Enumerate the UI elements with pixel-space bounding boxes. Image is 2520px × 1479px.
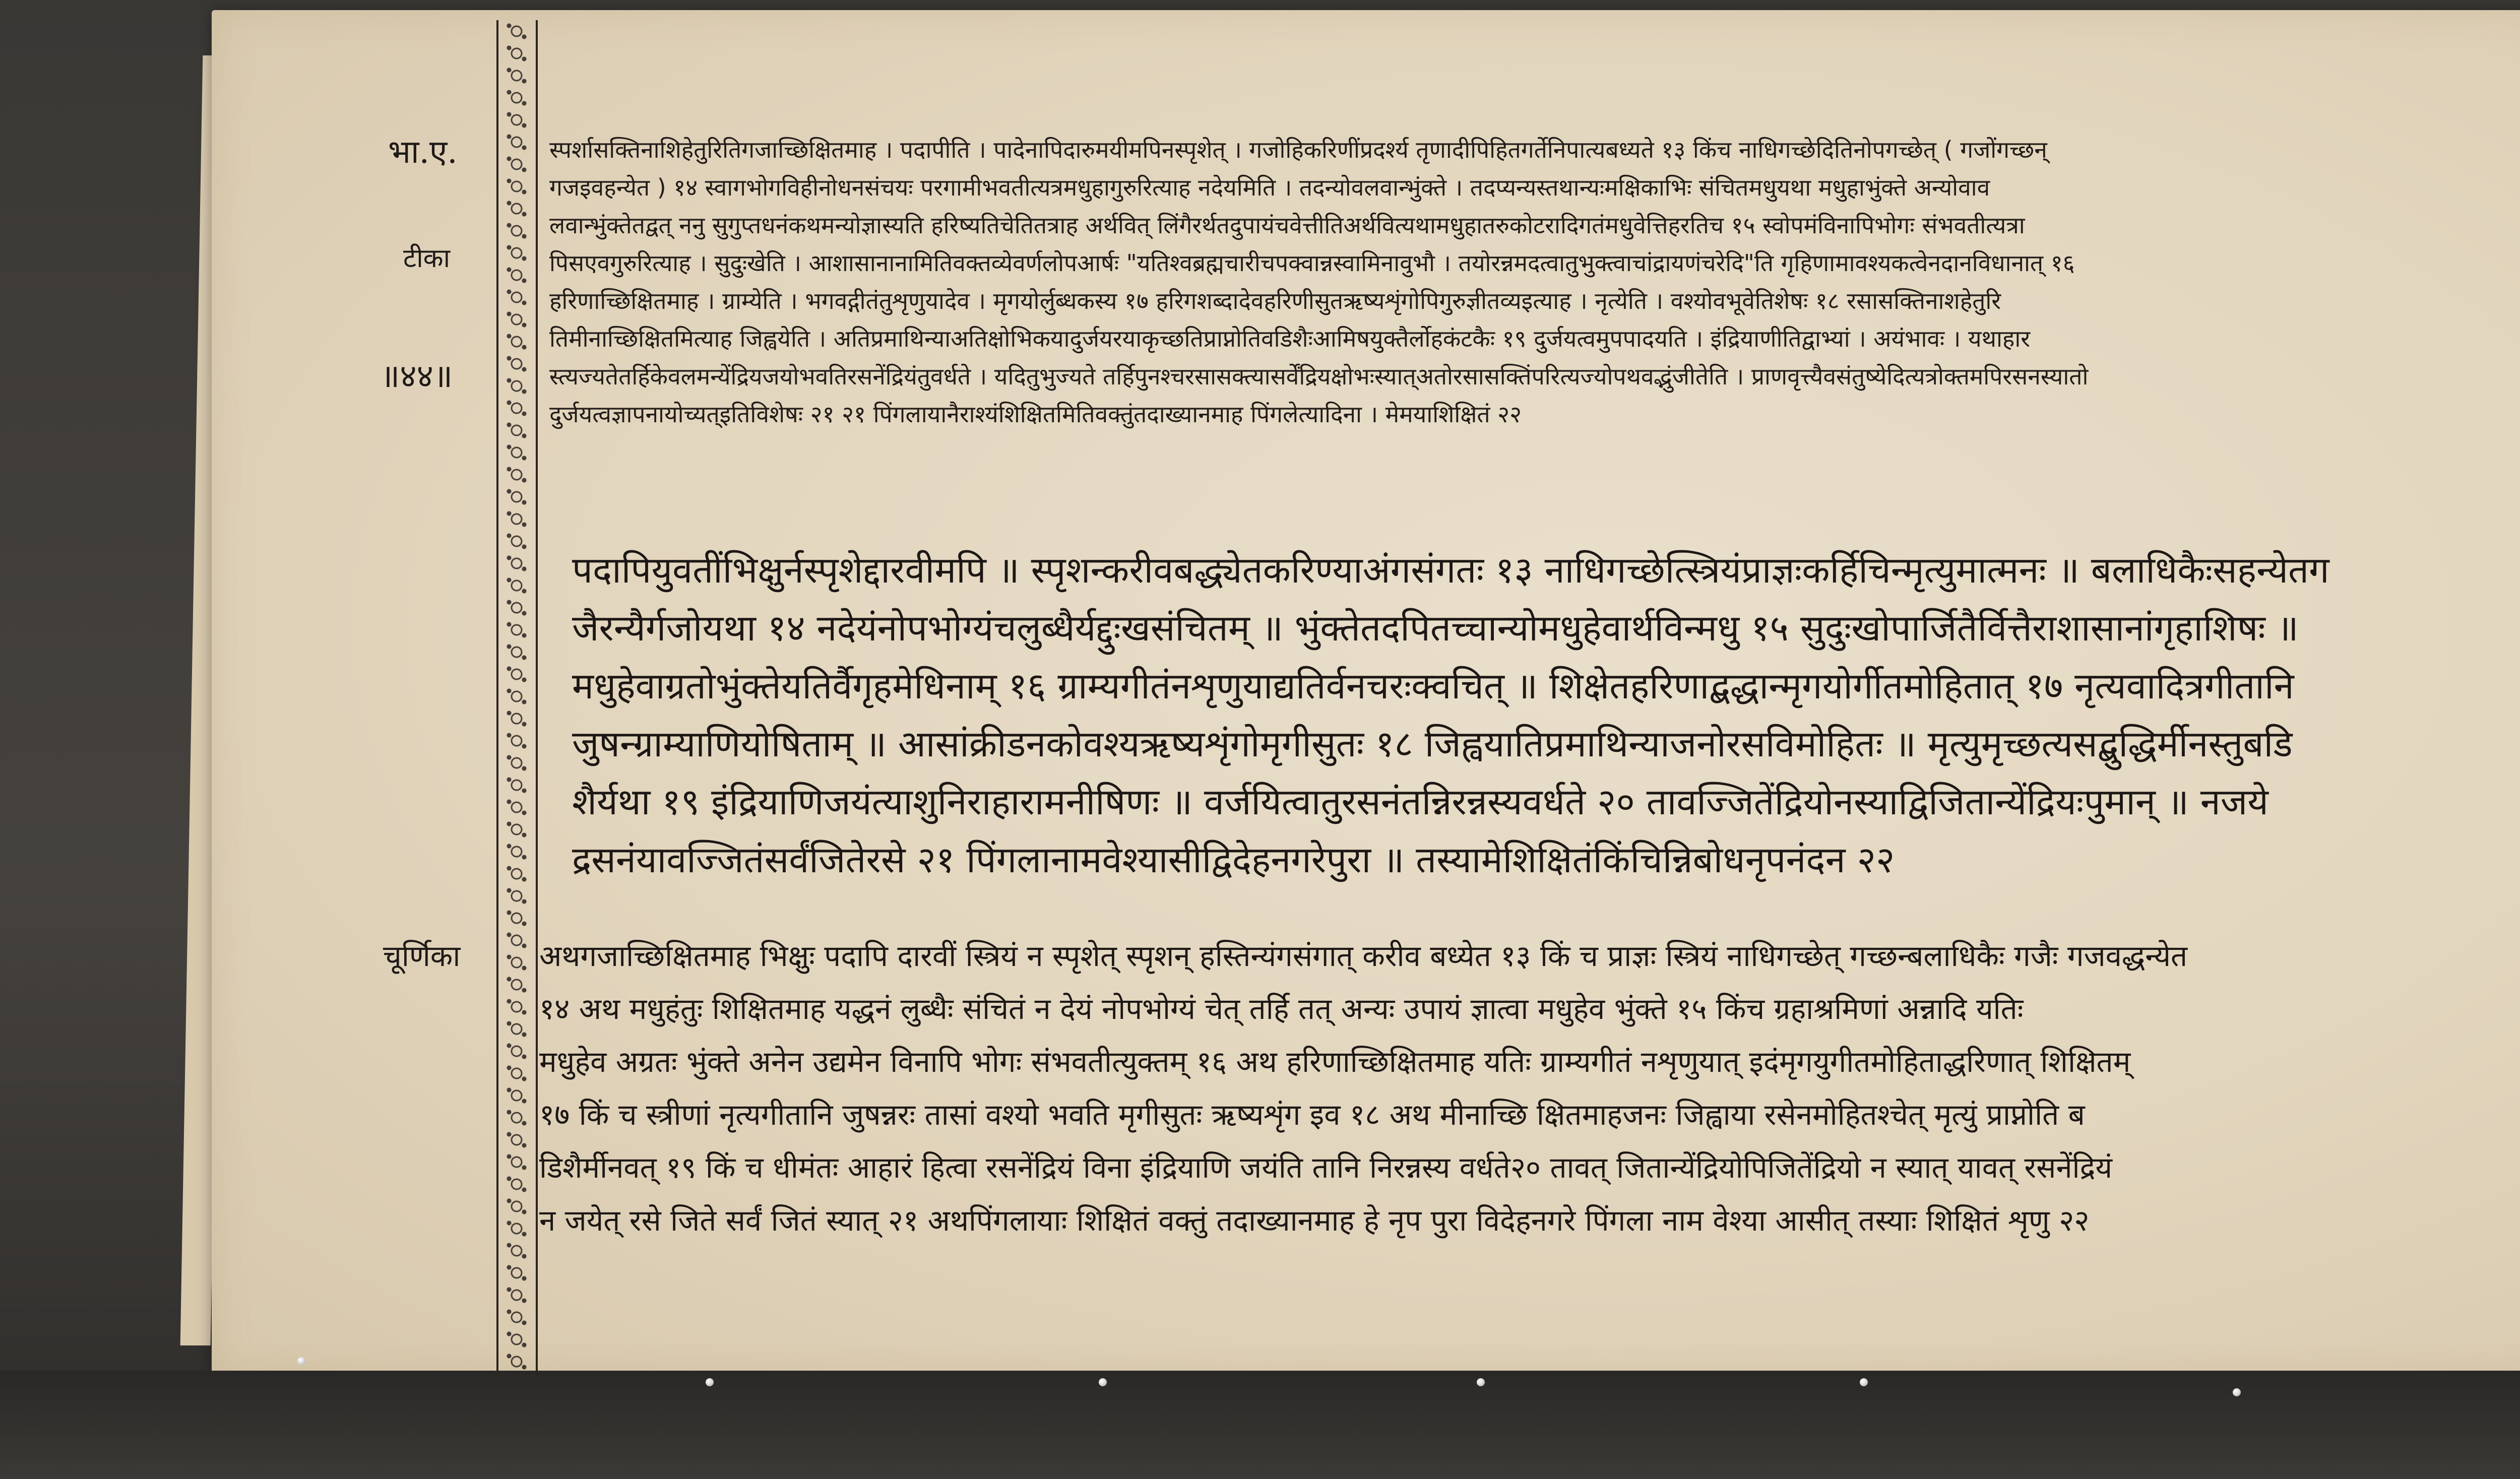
churnika-line: अथगजाच्छिक्षितमाह भिक्षुः पदापि दारवीं स्त्रियं न स्पृशेत् स्पृशन् हस्तिन्यंगसंगात् करीव बध्येत १३ किं च प्राज्ञः स्त्रियं नाधिगच्छेत् गच्छन्बलाधिकैः गजैः गजवद्धन्येत [539,939,2188,973]
pin [297,1357,305,1365]
churnika-line: मधुहेव अग्रतः भुंक्ते अनेन उद्यमेन विनापि भोगः संभवतीत्युक्तम् १६ अथ हरिणाच्छिक्षितमाह यतिः ग्राम्यगीतं नशृणुयात् इदंमृगयुगीतमोहिताद्धरिणात् शिक्षितम् [539,1045,2131,1079]
left-margin-abbr: टीका [403,243,451,274]
verse-line: शैर्यथा १९ इंद्रियाणिजयंत्याशुनिराहारामनीषिणः ॥ वर्जयित्वातुरसनंतन्निरन्नस्यवर्धते २० तावज्जितेंद्रियोनस्याद्विजितान्येंद्रियःपुमान् ॥ नजये [572,781,2269,823]
commentary-line: तिमीनाच्छिक्षितमित्याह जिह्वयेति । अतिप्रमाथिन्याअतिक्षोभिकयादुर्जयरयाकृच्छतिप्राप्नोतिवडिशैःआमिषयुक्तैर्लोहकंटकैः १९ दुर्जयत्वमुपपादयति । इंद्रियाणीतिद्वाभ्यां । अयंभावः । यथाहार [549,325,2031,352]
churnika-line: न जयेत् रसे जिते सर्वं जितं स्यात् २१ अथपिंगलायाः शिक्षितं वक्तुं तदाख्यानमाह हे नृप पुरा विदेहनगरे पिंगला नाम वेश्या आसीत् तस्याः शिक्षितं शृणु २२ [539,1203,2090,1238]
commentary-line: दुर्जयत्वज्ञापनायोच्यत्इतिविशेषः २१ २१ पिंगलायानैराश्यंशिक्षितमितिवक्तुंतदाख्यानमाह पिंगलेत्यादिना । मेमयाशिक्षितं २२ [549,401,1522,428]
pin [2233,1388,2241,1396]
left-border-rule-inner [536,20,538,1376]
churnika-line: १७ किं च स्त्रीणां नृत्यगीतानि जुषन्नरः तासां वश्यो भवति मृगीसुतः ऋष्यशृंग इव १८ अथ मीनाच्छि क्षितमाहजनः जिह्वाया रसेनमोहितश्चेत् मृत्युं प्राप्नोति ब [539,1098,2085,1132]
left-margin-book: भा.ए. [388,134,458,171]
churnika-line: डिशैर्मीनवत् १९ किं च धीमंतः आहारं हित्वा रसनेंद्रियं विना इंद्रियाणि जयंति तानि निरन्नस्य वर्धते२० तावत् जितान्येंद्रियोपिजितेंद्रियो न स्यात् यावत् रसनेंद्रियं [539,1150,2113,1185]
pin [706,1378,714,1386]
left-border-rule-outer [496,20,498,1376]
verse-line: मधुहेवाग्रतोभुंक्तेयतिर्वैगृहमेधिनाम् १६ ग्राम्यगीतंनशृणुयाद्यतिर्वनचरःक्वचित् ॥ शिक्षेतहरिणाद्बद्धान्मृगयोर्गीतमोहितात् १७ नृत्यवादित्रगीतानि [572,665,2294,707]
commentary-line: गजइवहन्येत ) १४ स्वागभोगविहीनोधनसंचयः परगामीभवतीत्यत्रमधुहागुरुरित्याह नदेयमिति । तदन्योवलवान्भुंक्ते । तदप्यन्यस्तथान्यःमक्षिकाभिः संचितमधुयथा मधुहाभुंक्ते अन्योवाव [549,174,1990,201]
left-margin-page: ॥४४॥ [381,358,453,395]
left-vine-border [501,20,532,1376]
commentary-line: पिसएवगुरुरित्याह । सुदुःखेति । आशासानानामितिवक्तव्येवर्णलोपआर्षः "यतिश्वब्रह्मचारीचपक्वान्नस्वामिनावुभौ । तयोरन्नमदत्वातुभुक्त्वाचांद्रायणंचरेदि"ति गृहिणामावश्यकत्वेनदानविधानात् १६ [549,249,2075,277]
verse-line: जुषन्ग्राम्याणियोषिताम् ॥ आसांक्रीडनकोवश्यऋष्यशृंगोमृगीसुतः १८ जिह्वयातिप्रमाथिन्याजनोरसविमोहितः ॥ मृत्युमृच्छत्यसद्बुद्धिर्मीनस्तुबडि [572,723,2293,765]
pin [1099,1378,1107,1386]
pin [1477,1378,1485,1386]
commentary-line: स्पर्शासक्तिनाशिहेतुरितिगजाच्छिक्षितमाह । पदापीति । पादेनापिदारुमयीमपिनस्पृशेत् । गजोहिकरिणींप्रदर्श्य तृणादीपिहितगर्तेनिपात्यबध्यते १३ किंच नाधिगच्छेदितिनोपगच्छेत् ( गजोंगच्छन् [549,136,2047,163]
verse-line: पदापियुवतींभिक्षुर्नस्पृशेद्दारवीमपि ॥ स्पृशन्करीवबद्ध्येतकरिण्याअंगसंगतः १३ नाधिगच्छेत्स्त्रियंप्राज्ञःकर्हिचिन्मृत्युमात्मनः ॥ बलाधिकैःसहन्येतग [572,549,2329,591]
commentary-line: स्त्यज्यतेतर्हिकेवलमन्येंद्रियजयोभवतिरसनेंद्रियंतुवर्धते । यदितुभुज्यते तर्हिपुनश्चरसासक्त्यासर्वेंद्रियक्षोभःस्यात्अतोरसासक्तिंपरित्यज्योपथवद्भुंजीतेति । प्राणवृत्त्यैवसंतुष्येदित्यत्रोक्तमपिरसनस्यातो [549,363,2089,390]
background-surface [0,1371,2520,1479]
commentary-line: लवान्भुंक्तेतद्वत् ननु सुगुप्तधनंकथमन्योज्ञास्यति हरिष्यतिचेतितत्राह अर्थवित् लिंगैरर्थतदुपायंचवेत्तीतिअर्थवित्यथामधुहातरुकोटरादिगतंमधुवेत्तिहरतिच १५ स्वोपमंविनापिभोगः संभवतीत्यत्रा [549,212,2025,239]
verse-line: जैरन्यैर्गजोयथा १४ नदेयंनोपभोग्यंचलुब्धैर्यद्दुःखसंचितम् ॥ भुंक्तेतदपितच्चान्योमधुहेवार्थविन्मधु १५ सुदुःखोपार्जितैर्वित्तैराशासानांगृहाशिषः ॥ [572,607,2299,649]
verse-line: द्रसनंयावज्जितंसर्वंजितेरसे २१ पिंगलानामवेश्यासीद्विदेहनगरेपुरा ॥ तस्यामेशिक्षितंकिंचिन्निबोधनृपनंदन २२ [572,839,1895,881]
commentary-line: हरिणाच्छिक्षितमाह । ग्राम्येति । भगवद्गीतंतुशृणुयादेव । मृगयोर्लुब्धकस्य १७ हरिगशब्दादेवहरिणीसुतऋष्यशृंगोपिगुरुज्ञीतव्यइत्याह । नृत्येति । वश्योवभूवेतिशेषः १८ रसासक्तिनाशहेतुरि [549,287,2001,314]
pin [1860,1378,1868,1386]
churnika-line: १४ अथ मधुहंतुः शिक्षितमाह यद्धनं लुब्धैः संचितं न देयं नोपभोग्यं चेत् तर्हि तत् अन्यः उपायं ज्ञात्वा मधुहेव भुंक्ते १५ किंच ग्रहाश्रमिणां अन्नादि यतिः [539,992,2024,1026]
left-margin-churnika: चूर्णिका [383,939,461,973]
